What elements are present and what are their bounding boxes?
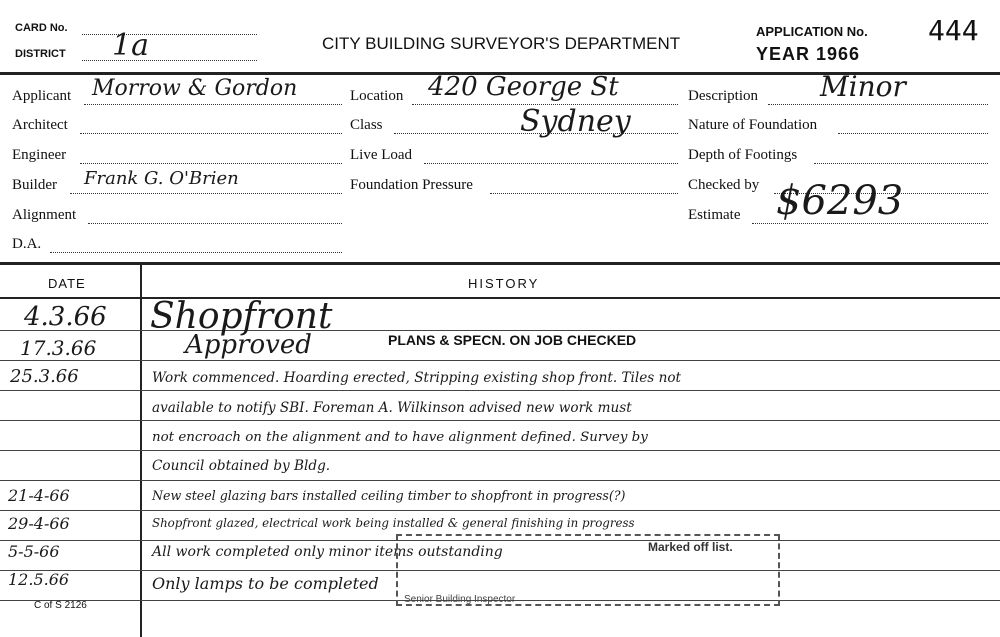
engineer-label: Engineer (12, 147, 67, 163)
entry-text: Shopfront (150, 296, 333, 337)
ruled-line (0, 510, 1000, 511)
depth-of-footings-label: Depth of Footings (688, 147, 798, 163)
district-line (82, 60, 257, 61)
card-no-label: CARD No. (15, 22, 68, 34)
date-column-header: DATE (48, 276, 86, 291)
description-line (768, 104, 988, 105)
district-value: 1a (112, 28, 149, 63)
description-label: Description (688, 88, 758, 104)
entry-date: 17.3.66 (20, 336, 97, 360)
foundation-pressure-label: Foundation Pressure (350, 177, 473, 193)
location-label: Location (350, 88, 404, 104)
estimate-label: Estimate (688, 207, 741, 223)
live-load-label: Live Load (350, 147, 413, 163)
ruled-line (0, 450, 1000, 451)
entry-text: Work commenced. Hoarding erected, Stripping existing shop front. Tiles not (152, 370, 681, 386)
form-code: C of S 2126 (34, 600, 87, 611)
checked-by-label: Checked by (688, 177, 760, 193)
da-label: D.A. (12, 236, 42, 252)
entry-text: not encroach on the alignment and to have alignment defined. Survey by (152, 430, 648, 445)
live-load-line (424, 163, 678, 164)
nature-of-foundation-line (838, 133, 988, 134)
applicant-line (84, 104, 342, 105)
class-label: Class (350, 117, 383, 133)
depth-of-footings-line (814, 163, 988, 164)
plans-checked-stamp: PLANS & SPECN. ON JOB CHECKED (388, 332, 637, 348)
entry-date: 5-5-66 (8, 542, 60, 561)
district-label: DISTRICT (15, 48, 66, 60)
location-value-city: Sydney (520, 104, 631, 139)
builder-label: Builder (12, 177, 57, 193)
senior-inspector-stamp: Senior Building Inspector (404, 594, 516, 605)
da-line (50, 252, 342, 253)
entry-text: Council obtained by Bldg. (152, 458, 331, 474)
entry-text: Approved (185, 330, 312, 360)
location-value-street: 420 George St (428, 72, 619, 102)
nature-of-foundation-label: Nature of Foundation (688, 117, 818, 133)
description-value: Minor (820, 70, 906, 103)
entry-text: Shopfront glazed, electrical work being installed & general finishing in progress (152, 516, 635, 530)
entry-date: 12.5.66 (8, 570, 70, 589)
card-no-line (82, 34, 257, 35)
ruled-line (0, 390, 1000, 391)
builder-line (70, 193, 342, 194)
applicant-label: Applicant (12, 88, 72, 104)
engineer-line (80, 163, 342, 164)
builder-value: Frank G. O'Brien (84, 168, 239, 189)
estimate-value: $6293 (776, 178, 904, 224)
entry-date: 4.3.66 (24, 302, 107, 332)
entry-date: 21-4-66 (8, 486, 70, 505)
architect-label: Architect (12, 117, 68, 133)
foundation-pressure-line (490, 193, 678, 194)
entry-text: New steel glazing bars installed ceiling timber to shopfront in progress(?) (152, 488, 626, 503)
class-line (394, 133, 678, 134)
ruled-line (0, 420, 1000, 421)
entry-text: All work completed only minor items outstanding (152, 544, 503, 560)
ruled-line (0, 360, 1000, 361)
applicant-value: Morrow & Gordon (92, 76, 298, 101)
alignment-line (88, 223, 342, 224)
entry-text: Only lamps to be completed (152, 574, 379, 593)
entry-date: 25.3.66 (10, 366, 79, 387)
department-title: CITY BUILDING SURVEYOR'S DEPARTMENT (322, 34, 681, 53)
architect-line (80, 133, 342, 134)
marked-off-stamp: Marked off list. (648, 540, 733, 554)
alignment-label: Alignment (12, 207, 77, 223)
application-no-value: 444 (928, 14, 979, 47)
ruled-line (0, 480, 1000, 481)
history-column-header: HISTORY (468, 276, 540, 291)
entry-date: 29-4-66 (8, 514, 70, 533)
history-top-divider (0, 262, 1000, 265)
entry-text: available to notify SBI. Foreman A. Wilkinson advised new work must (152, 400, 632, 416)
application-no-label: APPLICATION No. (756, 24, 868, 39)
year-label: YEAR 1966 (756, 44, 861, 64)
